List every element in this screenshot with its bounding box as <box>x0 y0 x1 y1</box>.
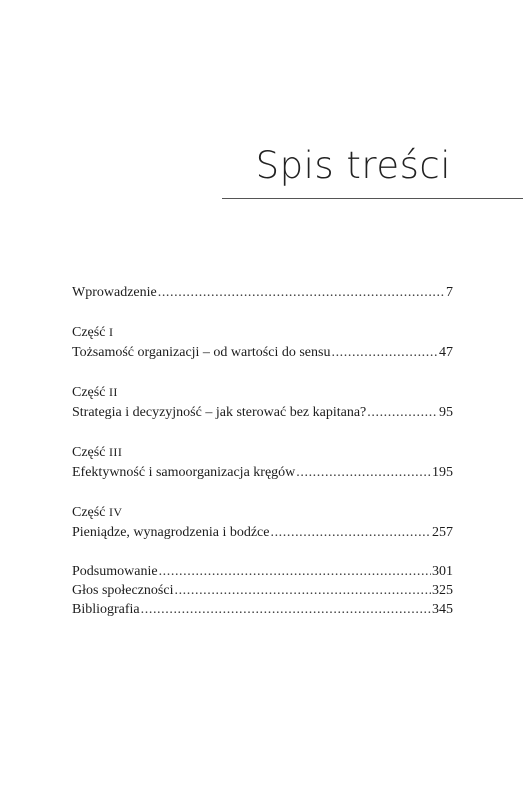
toc-entry-intro <box>72 284 453 302</box>
toc-page-number: 301 <box>432 564 453 579</box>
toc-entry-title: Pieniądze, wynagrodzenia i bodźce <box>72 525 270 540</box>
toc-page-number: 95 <box>439 405 453 420</box>
toc-page-number: 257 <box>432 525 453 540</box>
toc-entry-title: Wprowadzenie <box>72 285 157 300</box>
toc-group-part-2 <box>72 383 453 422</box>
part-number: III <box>108 445 123 459</box>
toc-page-number: 195 <box>432 465 453 480</box>
part-label: Część <box>72 445 106 460</box>
toc-entry-title: Podsumowanie <box>72 564 158 579</box>
toc-entry-part-1 <box>72 344 453 362</box>
toc-entry-title: Głos społeczności <box>72 583 174 598</box>
toc-group-intro <box>72 284 453 302</box>
toc-group-end <box>72 563 453 619</box>
toc-entry-bibliography <box>72 601 453 619</box>
toc-group-part-1 <box>72 323 453 362</box>
part-heading <box>72 323 453 342</box>
part-label: Część <box>72 385 106 400</box>
toc-leader-dots <box>159 563 431 581</box>
toc-entry-title: Efektywność i samoorganizacja kręgów <box>72 465 296 480</box>
toc-entry-title: Tożsamość organizacji – od wartości do sensu <box>72 345 331 360</box>
part-heading <box>72 383 453 402</box>
toc-page-number: 47 <box>439 345 453 360</box>
toc-group-part-4 <box>72 503 453 542</box>
part-label: Część <box>72 505 106 520</box>
part-number: IV <box>108 505 123 519</box>
toc-leader-dots <box>296 464 431 482</box>
page-title: Spis treści <box>255 144 451 187</box>
toc-leader-dots <box>174 582 431 600</box>
toc-page-number: 345 <box>432 602 453 617</box>
toc-leader-dots <box>367 404 438 422</box>
toc-entry-summary <box>72 563 453 581</box>
toc-entry-part-3 <box>72 464 453 482</box>
part-heading <box>72 443 453 462</box>
toc-leader-dots <box>331 344 438 362</box>
toc-entry-title: Strategia i decyzyjność – jak sterować bez kapitana? <box>72 405 367 420</box>
toc-leader-dots <box>158 284 445 302</box>
toc-page-number: 7 <box>446 285 453 300</box>
toc-entry-part-2 <box>72 404 453 422</box>
toc-leader-dots <box>270 524 431 542</box>
toc-page-number: 325 <box>432 583 453 598</box>
toc-entry-community-voice <box>72 582 453 600</box>
part-label: Część <box>72 325 106 340</box>
toc-leader-dots <box>141 601 431 619</box>
toc-entry-title: Bibliografia <box>72 602 140 617</box>
part-heading <box>72 503 453 522</box>
title-underline <box>222 198 523 199</box>
table-of-contents <box>72 284 453 620</box>
toc-entry-part-4 <box>72 524 453 542</box>
part-number: I <box>108 325 114 339</box>
part-number: II <box>108 385 118 399</box>
toc-group-part-3 <box>72 443 453 482</box>
